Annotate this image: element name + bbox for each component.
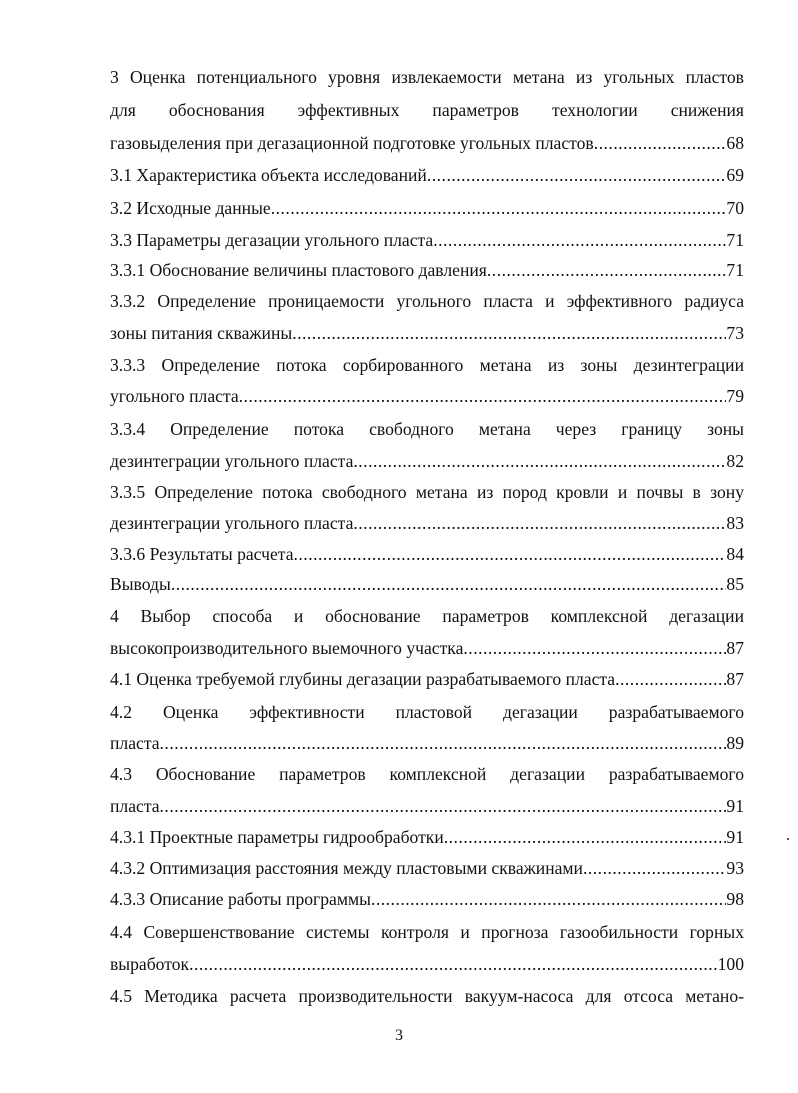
toc-entry-text: 3.2 Исходные данные bbox=[110, 198, 271, 218]
toc-line-27 bbox=[110, 888, 744, 910]
toc-entry-text: пласта bbox=[110, 733, 160, 753]
toc-line-22 bbox=[110, 732, 744, 754]
toc-line-23: 4.3 Обоснование параметров комплексной дегазации разрабатываемого bbox=[110, 764, 744, 784]
toc-line-7 bbox=[110, 259, 744, 281]
toc-entry-text: 4.1 Оценка требуемой глубины дегазации разрабатываемого пласта bbox=[110, 669, 616, 689]
toc-page-number: 79 bbox=[726, 386, 744, 406]
toc-line-15 bbox=[110, 512, 744, 534]
toc-page-number: 82 bbox=[726, 451, 744, 471]
toc-entry-text: пласта bbox=[110, 796, 160, 816]
toc-line-29 bbox=[110, 953, 744, 975]
toc-line-4 bbox=[110, 164, 744, 186]
toc-entry-text: Выводы bbox=[110, 574, 171, 594]
toc-entry-text: 3.3 Параметры дегазации угольного пласта bbox=[110, 230, 434, 250]
toc-line-11 bbox=[110, 385, 744, 407]
toc-line-20 bbox=[110, 668, 744, 690]
toc-entry-text: 3.3.1 Обоснование величины пластового давления bbox=[110, 260, 487, 280]
toc-page-number: 91 bbox=[726, 796, 744, 816]
toc-page-number: 83 bbox=[726, 513, 744, 533]
toc-line-1: 3 Оценка потенциального уровня извлекаемости метана из угольных пластов bbox=[110, 67, 744, 87]
page-number: 3 bbox=[395, 1027, 403, 1044]
toc-entry-text: дезинтеграции угольного пласта bbox=[110, 451, 354, 471]
toc-line-2: для обоснования эффективных параметров технологии снижения bbox=[110, 100, 744, 120]
toc-line-28: 4.4 Совершенствование системы контроля и прогноза газообильности горных bbox=[110, 922, 744, 942]
toc-page-number: 73 bbox=[726, 323, 744, 343]
toc-entry-text: газовыделения при дегазационной подготовке угольных пластов bbox=[110, 133, 594, 153]
toc-page-number: 69 bbox=[726, 165, 744, 185]
toc-page-number: 71 bbox=[726, 230, 744, 250]
toc-page-number: 93 bbox=[726, 858, 744, 878]
toc-entry-text: зоны питания скважины bbox=[110, 323, 293, 343]
toc-line-16 bbox=[110, 543, 744, 565]
toc-entry-text: выработок bbox=[110, 954, 190, 974]
toc-line-19 bbox=[110, 637, 744, 659]
scan-speck bbox=[787, 838, 789, 840]
toc-line-13 bbox=[110, 450, 744, 472]
toc-line-8: 3.3.2 Определение проницаемости угольного пласта и эффективного радиуса bbox=[110, 291, 744, 311]
toc-entry-text: дезинтеграции угольного пласта bbox=[110, 513, 354, 533]
toc-entry-text: высокопроизводительного выемочного участка bbox=[110, 638, 464, 658]
toc-entry-text: 3.3.6 Результаты расчета bbox=[110, 544, 294, 564]
toc-page-number: 100 bbox=[717, 954, 744, 974]
toc-page-number: 71 bbox=[726, 260, 744, 280]
toc-line-10: 3.3.3 Определение потока сорбированного метана из зоны дезинтеграции bbox=[110, 355, 744, 375]
toc-line-26 bbox=[110, 857, 744, 879]
toc-page-number: 84 bbox=[726, 544, 744, 564]
toc-line-17 bbox=[110, 573, 744, 595]
toc-page-number: 89 bbox=[726, 733, 744, 753]
toc-line-12: 3.3.4 Определение потока свободного метана через границу зоны bbox=[110, 419, 744, 439]
toc-page-number: 70 bbox=[726, 198, 744, 218]
toc-page-number: 68 bbox=[726, 133, 744, 153]
toc-entry-text: угольного пласта bbox=[110, 386, 239, 406]
toc-line-3 bbox=[110, 132, 744, 154]
toc-entry-text: 4.3.3 Описание работы программы bbox=[110, 889, 371, 909]
toc-line-6 bbox=[110, 229, 744, 251]
toc-line-30: 4.5 Методика расчета производительности вакуум-насоса для отсоса метано- bbox=[110, 986, 744, 1006]
toc-entry-text: 3.1 Характеристика объекта исследований bbox=[110, 165, 427, 185]
toc-page-number: 87 bbox=[726, 638, 744, 658]
toc-page-number: 91 bbox=[726, 827, 744, 847]
toc-line-24 bbox=[110, 795, 744, 817]
toc-page-number: 85 bbox=[726, 574, 744, 594]
toc-line-25 bbox=[110, 826, 744, 848]
toc-page-number: 87 bbox=[726, 669, 744, 689]
toc-line-5 bbox=[110, 197, 744, 219]
toc-entry-text: 4.3.1 Проектные параметры гидрообработки bbox=[110, 827, 444, 847]
toc-line-14: 3.3.5 Определение потока свободного метана из пород кровли и почвы в зону bbox=[110, 482, 744, 502]
toc-line-18: 4 Выбор способа и обоснование параметров комплексной дегазации bbox=[110, 606, 744, 626]
toc-entry-text: 4.3.2 Оптимизация расстояния между пластовыми скважинами bbox=[110, 858, 583, 878]
toc-page-number: 98 bbox=[726, 889, 744, 909]
toc-line-21: 4.2 Оценка эффективности пластовой дегазации разрабатываемого bbox=[110, 702, 744, 722]
toc-line-9 bbox=[110, 322, 744, 344]
